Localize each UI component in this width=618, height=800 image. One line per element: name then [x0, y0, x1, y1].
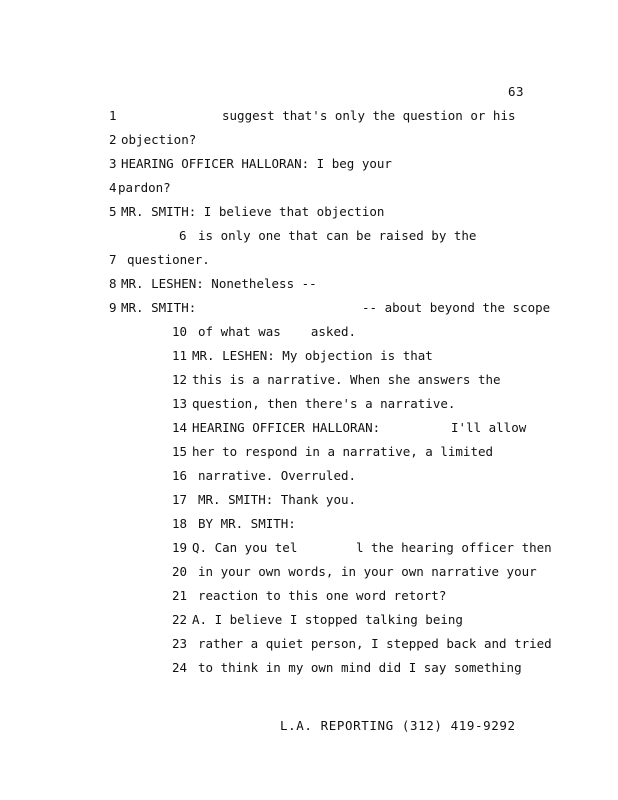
line-text: MR. SMITH: I believe that objection	[121, 204, 385, 219]
line-number: 11	[172, 348, 188, 363]
line-number: 16	[172, 468, 188, 483]
line-number: 12	[172, 372, 188, 387]
transcript-line	[0, 179, 618, 197]
transcript-line	[0, 491, 618, 509]
line-text-continued: l the hearing officer then	[356, 540, 552, 555]
line-text: to think in my own mind did I say something	[198, 660, 522, 675]
line-number: 8	[109, 276, 117, 291]
line-number: 23	[172, 636, 188, 651]
line-text: rather a quiet person, I stepped back and tried	[198, 636, 552, 651]
line-number: 7	[109, 252, 117, 267]
line-text: objection?	[121, 132, 197, 147]
line-number: 24	[172, 660, 188, 675]
line-number: 14	[172, 420, 188, 435]
line-text: HEARING OFFICER HALLORAN: I beg your	[121, 156, 392, 171]
line-text-continued: -- about beyond the scope	[362, 300, 551, 315]
transcript-line	[0, 539, 618, 557]
line-text: pardon?	[118, 180, 171, 195]
line-number: 15	[172, 444, 188, 459]
line-text: MR. LESHEN: Nonetheless --	[121, 276, 317, 291]
line-text: HEARING OFFICER HALLORAN:	[192, 420, 381, 435]
line-text: question, then there's a narrative.	[192, 396, 456, 411]
line-number: 19	[172, 540, 188, 555]
line-text: in your own words, in your own narrative your	[198, 564, 537, 579]
line-number: 9	[109, 300, 117, 315]
transcript-line	[0, 107, 618, 125]
line-text: this is a narrative. When she answers the	[192, 372, 501, 387]
line-number: 17	[172, 492, 188, 507]
line-number: 2	[109, 132, 117, 147]
line-text: questioner.	[127, 252, 210, 267]
line-text: is only one that can be raised by the	[198, 228, 477, 243]
transcript-line	[0, 299, 618, 317]
transcript-line	[0, 563, 618, 581]
line-text: MR. SMITH: Thank you.	[198, 492, 357, 507]
line-text: her to respond in a narrative, a limited	[192, 444, 494, 459]
transcript-line	[0, 131, 618, 149]
transcript-line	[0, 395, 618, 413]
line-text: MR. LESHEN: My objection is that	[192, 348, 433, 363]
line-text: suggest that's only the question or his	[222, 108, 516, 123]
transcript-line	[0, 515, 618, 533]
transcript-line	[0, 419, 618, 437]
line-number: 21	[172, 588, 188, 603]
transcript-line	[0, 587, 618, 605]
transcript-line	[0, 251, 618, 269]
line-text: Q. Can you tel	[192, 540, 298, 555]
line-text-continued: I'll allow	[451, 420, 527, 435]
transcript-line	[0, 371, 618, 389]
line-text: BY MR. SMITH:	[198, 516, 296, 531]
line-number: 18	[172, 516, 188, 531]
line-text: A. I believe I stopped talking being	[192, 612, 463, 627]
transcript-line	[0, 275, 618, 293]
line-number: 22	[172, 612, 188, 627]
reporter-footer: L.A. REPORTING (312) 419-9292	[280, 718, 516, 733]
transcript-line	[0, 467, 618, 485]
line-number: 3	[109, 156, 117, 171]
transcript-line	[0, 347, 618, 365]
line-text: reaction to this one word retort?	[198, 588, 447, 603]
transcript-line	[0, 203, 618, 221]
transcript-line	[0, 155, 618, 173]
line-number: 4	[109, 180, 117, 195]
line-number: 1	[109, 108, 117, 123]
transcript-line	[0, 443, 618, 461]
line-number: 20	[172, 564, 188, 579]
page-number: 63	[508, 84, 525, 99]
line-number: 10	[172, 324, 188, 339]
line-text: of what was asked.	[198, 324, 357, 339]
line-text: MR. SMITH:	[121, 300, 197, 315]
line-text: narrative. Overruled.	[198, 468, 357, 483]
line-number: 6	[179, 228, 187, 243]
transcript-line	[0, 323, 618, 341]
transcript-line	[0, 659, 618, 677]
line-number: 5	[109, 204, 117, 219]
transcript-line	[0, 635, 618, 653]
transcript-line	[0, 611, 618, 629]
transcript-line	[0, 227, 618, 245]
line-number: 13	[172, 396, 188, 411]
